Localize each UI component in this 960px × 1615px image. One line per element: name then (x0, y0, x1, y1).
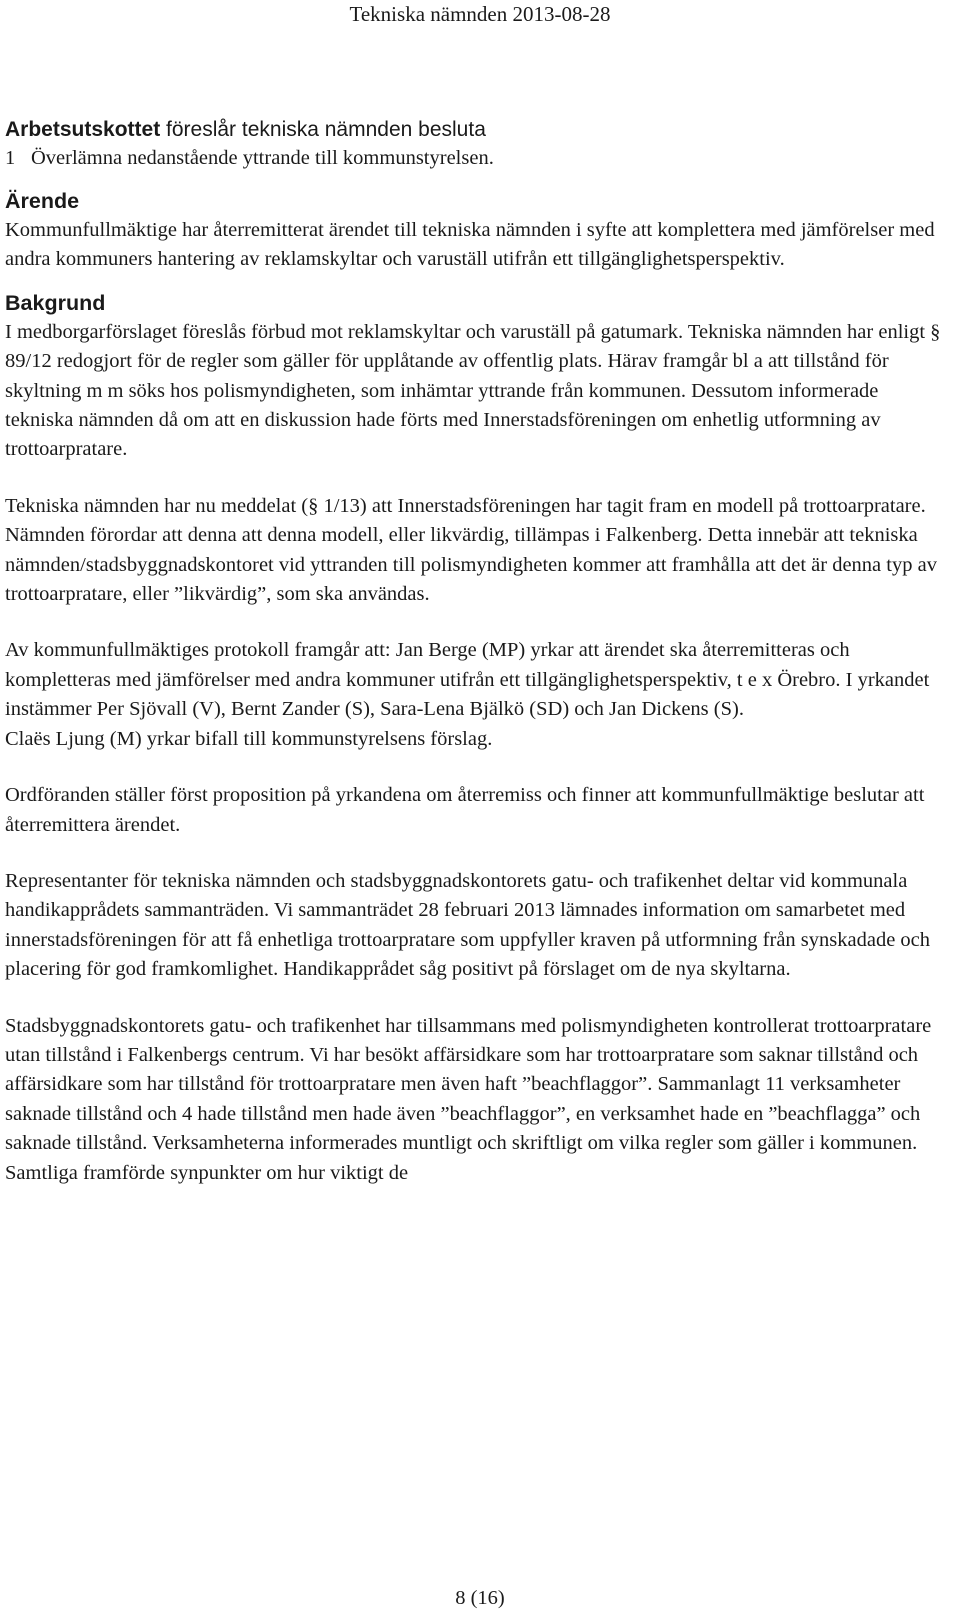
proposal-item (5, 144, 950, 173)
proposal-bold: Arbetsutskottet (5, 118, 161, 141)
document-body (5, 115, 950, 1188)
arende-heading: Ärende (5, 189, 80, 213)
proposal-line (5, 115, 950, 144)
bakgrund-paragraph-1: I medborgarförslaget föreslås förbud mot reklamskyltar och varuställ på gatumark. Tekniska nämnden har enligt § 89/12 redogjort för de regler som gäller för upplåtande av offentlig plats. Härav framgår bl a att tillstånd för skyltning m m söks hos polismyndigheten, som inhämtar yttrande från kommunen. Dessutom informerade tekniska nämnden då om att en diskussion hade förts med Innerstadsföreningen om enhetlig utformning av trottoarpratare. (5, 320, 941, 461)
proposal-rest: föreslår tekniska nämnden besluta (160, 118, 486, 141)
arende-text: Kommunfullmäktige har återremitterat ärendet till tekniska nämnden i syfte att komplettera med jämförelser med andra kommuners hantering av reklamskyltar och varuställ utifrån ett tillgänglighetsperspektiv. (5, 219, 935, 271)
bakgrund-paragraph-5: Ordföranden ställer först proposition på yrkandena om återremiss och finner att kommunfullmäktige beslutar att återremittera ärendet. (5, 784, 925, 836)
bakgrund-paragraph-7: Stadsbyggnadskontorets gatu- och trafikenhet har tillsammans med polismyndigheten kontrollerat trottoarpratare utan tillstånd i Falkenbergs centrum. Vi har besökt affärsidkare som har trottoarpratare som saknar tillstånd och affärsidkare som har tillstånd för trottoarpratare men även haft ”beachflaggor”. Sammanlagt 11 verksamheter saknade tillstånd och 4 hade tillstånd men hade även ”beachflaggor”, en verksamhet hade en ”beachflagga” och saknade tillstånd. Verksamheterna informerades muntligt och skriftligt om vilka regler som gäller i kommunen. Samtliga framförde synpunkter om hur viktigt de (5, 1014, 932, 1184)
bakgrund-heading: Bakgrund (5, 290, 106, 315)
bakgrund-paragraph-4: Claës Ljung (M) yrkar bifall till kommunstyrelsens förslag. (5, 727, 493, 750)
bakgrund-paragraph-2: Tekniska nämnden har nu meddelat (§ 1/13) att Innerstadsföreningen har tagit fram en modell på trottoarpratare. Nämnden förordar att denna att denna modell, eller likvärdig, tillämpas i Falkenberg. Detta innebär att tekniska nämnden/stadsbyggnadskontoret vid yttranden till polismyndigheten kommer att framhålla att det är denna typ av trottoarpratare, eller ”likvärdig”, som ska användas. (5, 494, 937, 606)
section-arende (5, 187, 950, 275)
page-header: Tekniska nämnden 2013-08-28 (349, 2, 611, 26)
bakgrund-paragraph-3: Av kommunfullmäktiges protokoll framgår att: Jan Berge (MP) yrkar att ärendet ska återremitteras och kompletteras med jämförelser med andra kommuner utifrån ett tillgänglighetsperspektiv, t e x Örebro. I yrkandet instämmer Per Sjövall (V), Bernt Zander (S), Sara-Lena Bjälkö (SD) och Jan Dickens (S). (5, 639, 930, 721)
section-bakgrund (5, 289, 950, 1188)
proposal-item-text: Överlämna nedanstående yttrande till kommunstyrelsen. (31, 147, 494, 169)
bakgrund-paragraph-6: Representanter för tekniska nämnden och stadsbyggnadskontorets gatu- och trafikenhet deltar vid kommunala handikapprådets sammanträden. Vi sammanträdet 28 februari 2013 lämnades information om samarbetet med innerstadsföreningen för att få enhetliga trottoarpratare som uppfyller kraven på utformning från synskadade och placering för god framkomlighet. Handikapprådet såg positivt på förslaget om de nya skyltarna. (5, 869, 931, 981)
proposal-item-number: 1 (5, 147, 16, 169)
page-number: 8 (16) (455, 1587, 505, 1609)
